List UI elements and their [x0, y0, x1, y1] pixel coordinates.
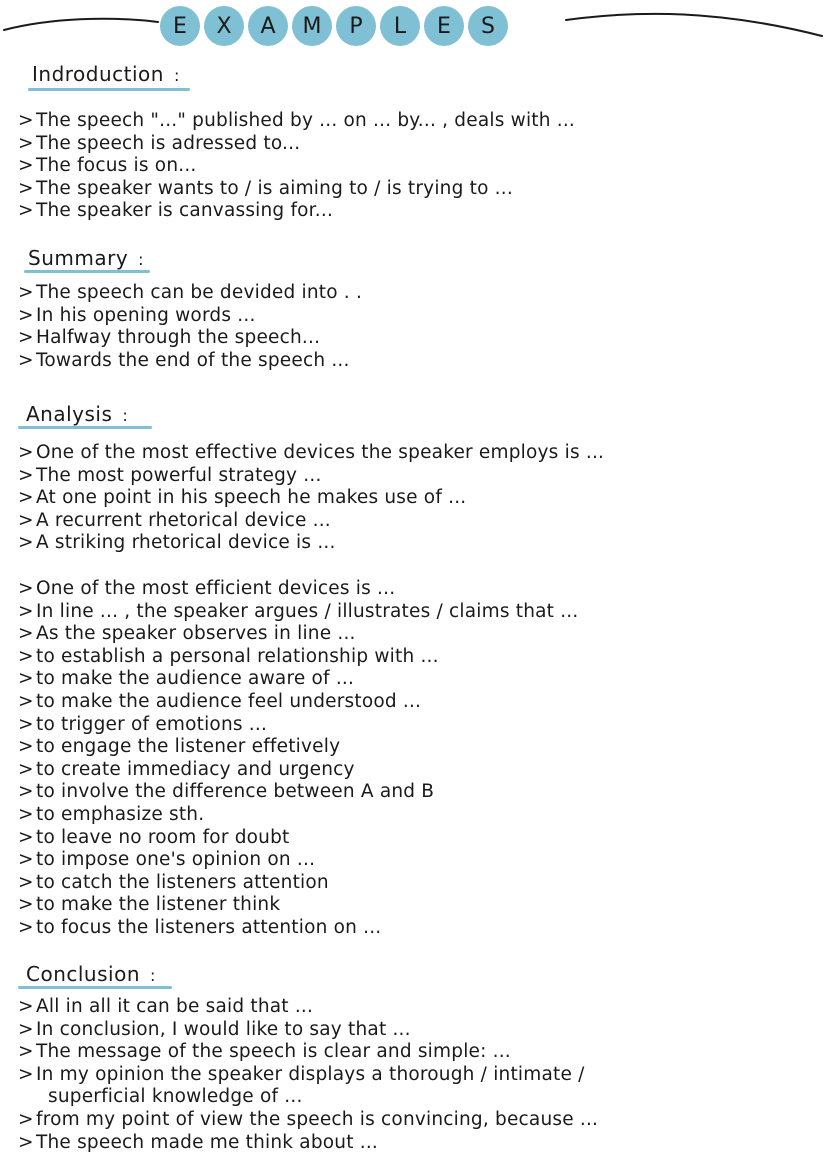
list-item: > to make the audience feel understood ... [18, 690, 422, 712]
list-item: > to catch the listeners attention [18, 871, 329, 893]
title-letter: M [292, 6, 332, 46]
list-item: > In line ... , the speaker argues / illustrates / claims that ... [18, 600, 579, 622]
list-item: > The speech "..." published by ... on ... by... , deals with ... [18, 110, 575, 131]
conclusion-list [18, 996, 598, 1154]
list-item: > to involve the difference between A and B [18, 781, 435, 803]
list-item: > In my opinion the speaker displays a thorough / intimate / [18, 1063, 585, 1085]
list-item: > In his opening words ... [18, 304, 256, 326]
list-item: > The speaker is canvassing for... [18, 200, 334, 222]
list-item: > to make the listener think [18, 894, 281, 916]
list-item: > As the speaker observes in line ... [18, 623, 356, 645]
heading-underline [28, 88, 190, 91]
title-letter: X [204, 6, 244, 46]
list-item: > Halfway through the speech... [18, 327, 321, 349]
heading-underline [18, 426, 152, 429]
section-heading: Conclusion : [26, 962, 156, 986]
list-item-continuation: superficial knowledge of ... [48, 1086, 303, 1108]
summary-section [0, 246, 828, 371]
introduction-title: Indroduction [32, 62, 164, 86]
list-item: > In conclusion, I would like to say that ... [18, 1018, 411, 1040]
list-item: > At one point in his speech he makes use of ... [18, 487, 467, 509]
list-item: > One of the most efficient devices is ... [18, 578, 396, 599]
title-letter: S [468, 6, 508, 46]
section-heading: Summary : [28, 246, 145, 270]
title-letter: P [336, 6, 376, 46]
introduction-list [18, 110, 575, 223]
list-item: > A recurrent rhetorical device ... [18, 509, 331, 531]
list-item: > to impose one's opinion on ... [18, 849, 316, 871]
title-letter: L [380, 6, 420, 46]
list-item: > to emphasize sth. [18, 803, 205, 825]
list-item: > to focus the listeners attention on ... [18, 916, 382, 938]
conclusion-section [0, 962, 828, 1153]
header-banner [0, 0, 828, 56]
section-heading: Indroduction : [32, 62, 180, 86]
list-item: > The speech made me think about ... [18, 1131, 378, 1153]
list-item: > One of the most effective devices the speaker employs is ... [18, 442, 605, 463]
conclusion-title: Conclusion [26, 962, 140, 986]
list-item: > to leave no room for doubt [18, 826, 290, 848]
list-item: > The speech is adressed to... [18, 132, 301, 154]
list-item: > Towards the end of the speech ... [18, 349, 350, 371]
list-item: > to establish a personal relationship with ... [18, 645, 439, 667]
title-letter: A [248, 6, 288, 46]
list-item: > to create immediacy and urgency [18, 758, 355, 780]
analysis-section [0, 402, 828, 938]
summary-list [18, 282, 362, 372]
title-letter: E [424, 6, 464, 46]
list-item: > All in all it can be said that ... [18, 996, 314, 1017]
section-heading: Analysis : [26, 402, 129, 426]
introduction-section [0, 62, 828, 222]
list-item: > The speech can be devided into . . [18, 282, 363, 303]
heading-underline [24, 270, 150, 273]
list-item: > The most powerful strategy ... [18, 464, 322, 486]
list-item: > to engage the listener effetively [18, 736, 341, 758]
heading-underline [18, 986, 172, 989]
analysis-list-functions [18, 578, 578, 940]
list-item: > A striking rhetorical device is ... [18, 532, 336, 554]
list-item: > The message of the speech is clear and simple: ... [18, 1041, 511, 1063]
list-item: > from my point of view the speech is convincing, because ... [18, 1108, 599, 1130]
analysis-list-devices [18, 442, 604, 555]
analysis-title: Analysis [26, 402, 113, 426]
list-item: > to make the audience aware of ... [18, 668, 355, 690]
list-item: > The focus is on... [18, 155, 197, 177]
title-letter-row [160, 6, 508, 46]
summary-title: Summary [28, 246, 129, 270]
title-letter: E [160, 6, 200, 46]
list-item: > The speaker wants to / is aiming to / is trying to ... [18, 177, 513, 199]
list-item: > to trigger of emotions ... [18, 713, 268, 735]
